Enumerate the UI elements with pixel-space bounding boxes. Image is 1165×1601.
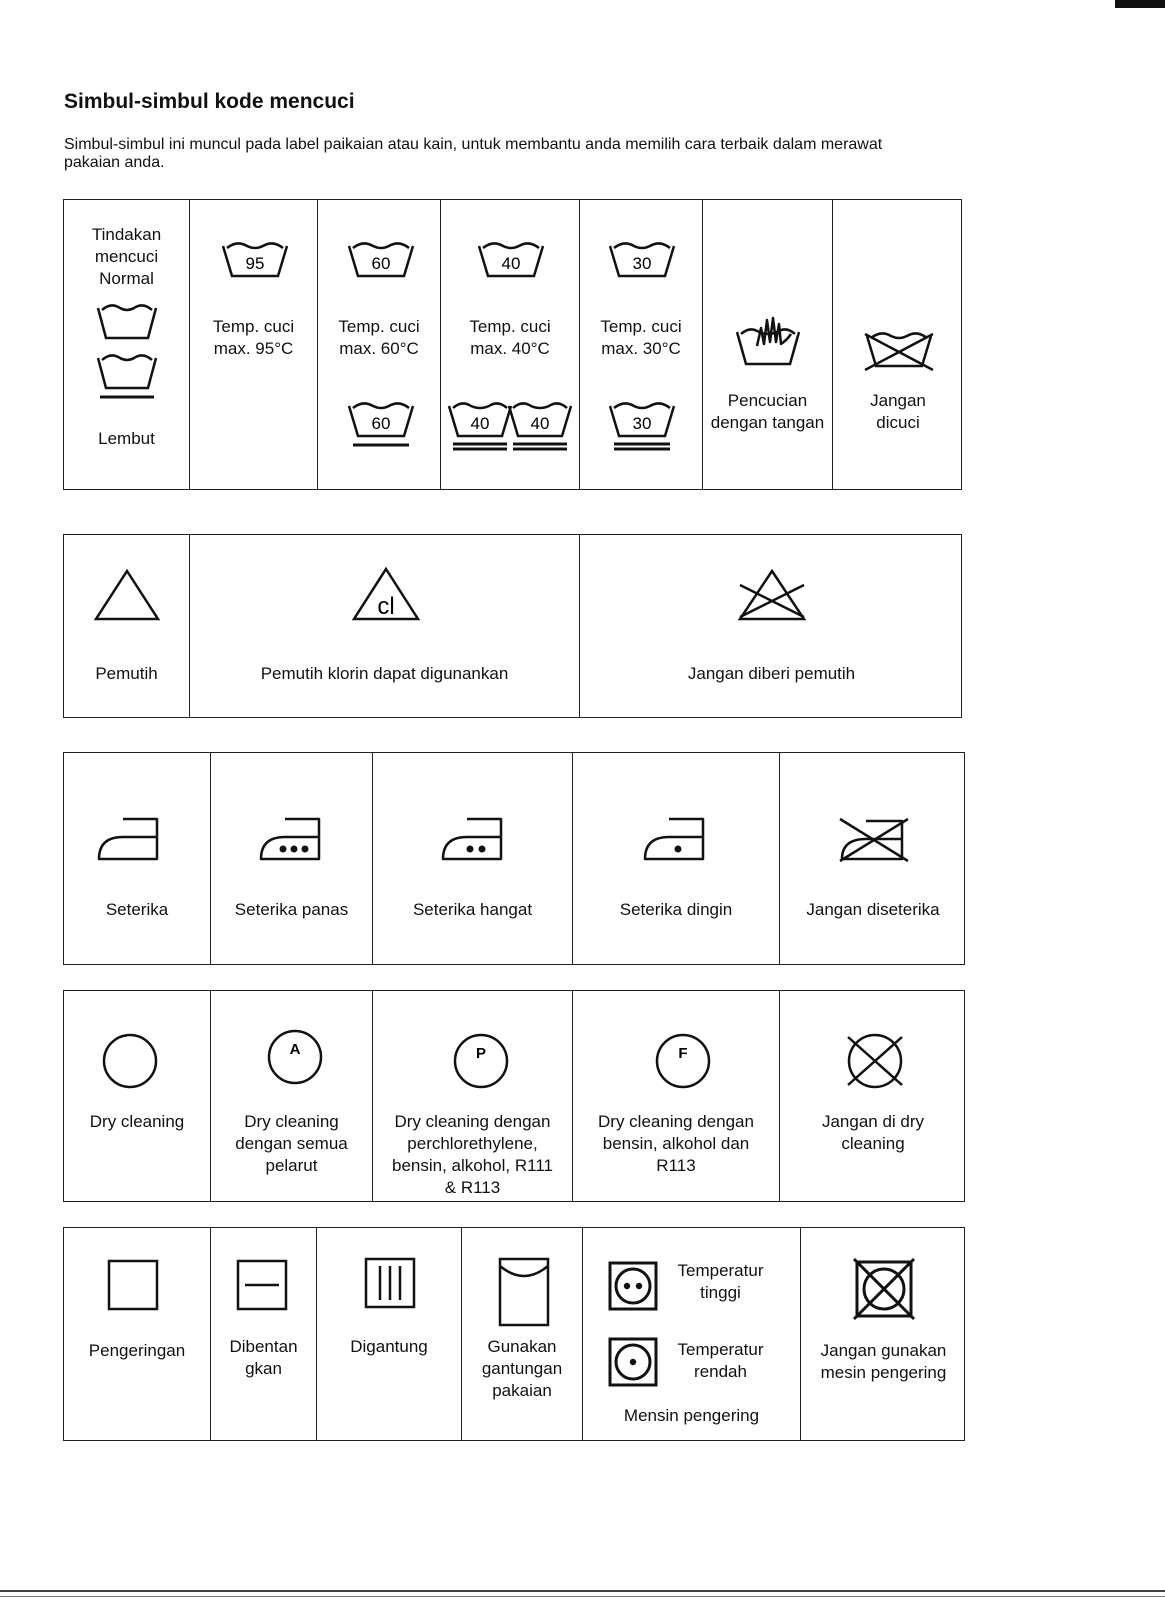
gentle-wash-30-temp: 30	[632, 414, 652, 433]
tumble-dry-cell	[582, 1228, 800, 1440]
no-tumble-dry-label: Jangan gunakan mesin pengering	[820, 1341, 947, 1382]
dry-clean-label: Dry cleaning	[89, 1112, 185, 1131]
dry-clean-p-label: Dry cleaning dengan perchlorethylene, bensin, alkohol, R111 & R113	[392, 1112, 553, 1197]
ironing-row	[63, 752, 965, 965]
gentle-wash-tub-icon	[92, 350, 162, 402]
no-bleach-cell	[579, 535, 963, 717]
wash-30-temp: 30	[632, 254, 652, 273]
gentle-wash-30-icon	[604, 398, 680, 456]
wash-40-temp: 40	[501, 254, 521, 273]
iron-warm-label: Seterika hangat	[412, 900, 533, 919]
wash-40-label: Temp. cuci max. 40°C	[469, 317, 551, 358]
dry-clean-a-label: Dry cleaning dengan semua pelarut	[235, 1112, 348, 1175]
no-wash-label: Jangan dicuci	[870, 391, 926, 432]
dry-clean-p-cell	[372, 991, 572, 1201]
no-iron-label: Jangan diseterika	[806, 900, 940, 919]
tumble-dry-high-icon	[607, 1260, 659, 1312]
wash-95-label: Temp. cuci max. 95°C	[212, 317, 295, 358]
gentle-wash-60-icon	[343, 398, 419, 450]
no-wash-cell	[832, 200, 963, 489]
gentle-wash-40-temp-2: 40	[530, 414, 550, 433]
hand-wash-icon	[731, 310, 805, 370]
wash-60-cell	[317, 200, 440, 489]
intro-text: Simbul-simbul ini muncul pada label paikaian atau kain, untuk membantu anda memilih cara terbaik dalam merawat pakaian anda.	[64, 136, 883, 171]
dry-cleaning-row	[63, 990, 965, 1202]
corner-mark	[1115, 0, 1165, 8]
drip-dry-icon	[363, 1256, 417, 1310]
normal-gentle-cell	[64, 200, 189, 489]
bleach-triangle-icon	[92, 567, 162, 623]
gentle-wash-label: Lembut	[98, 429, 155, 448]
tumble-dryer-label: Mensin pengering	[623, 1406, 760, 1425]
tumble-high-label: Temperatur tinggi	[677, 1261, 764, 1302]
normal-wash-label: Tindakan mencuci Normal	[91, 225, 162, 288]
wash-30-label: Temp. cuci max. 30°C	[600, 317, 682, 358]
dry-clean-f-letter: F	[678, 1045, 688, 1062]
dry-flat-cell	[210, 1228, 316, 1440]
dry-clean-p-letter: P	[475, 1045, 487, 1062]
no-tumble-dry-icon	[851, 1256, 917, 1322]
no-wash-icon	[861, 328, 937, 374]
no-dry-clean-cell	[779, 991, 966, 1201]
wash-tub-icon	[92, 300, 162, 342]
iron-cool-label: Seterika dingin	[619, 900, 733, 919]
wash-95-cell	[189, 200, 317, 489]
dry-clean-circle-icon	[100, 1031, 160, 1091]
drying-square-icon	[106, 1258, 160, 1312]
chlorine-bleach-cell	[189, 535, 579, 717]
drying-row	[63, 1227, 965, 1441]
dry-clean-p-icon	[451, 1031, 511, 1091]
page-title: Simbul-simbul kode mencuci	[64, 90, 355, 113]
wash-95-temp: 95	[245, 254, 265, 273]
iron-cool-cell	[572, 753, 779, 964]
hand-wash-label: Pencucian dengan tangan	[710, 391, 825, 432]
dry-clean-a-cell	[210, 991, 372, 1201]
wash-40-cell	[440, 200, 579, 489]
wash-30-cell	[579, 200, 702, 489]
iron-hot-icon	[257, 815, 327, 863]
no-tumble-dry-cell	[800, 1228, 966, 1440]
iron-warm-icon	[439, 815, 509, 863]
iron-cool-icon	[641, 815, 711, 863]
dry-clean-f-icon	[653, 1031, 713, 1091]
no-bleach-label: Jangan diberi pemutih	[687, 664, 856, 683]
iron-icon	[95, 815, 165, 863]
line-dry-label: Gunakan gantungan pakaian	[481, 1337, 563, 1400]
dry-clean-f-label: Dry cleaning dengan bensin, alkohol dan R113	[598, 1112, 754, 1175]
wash-30-icon	[604, 238, 680, 280]
tumble-dry-low-icon	[607, 1336, 659, 1388]
no-dry-clean-icon	[840, 1029, 910, 1093]
iron-warm-cell	[372, 753, 572, 964]
hand-wash-cell	[702, 200, 832, 489]
wash-40-icon	[473, 238, 549, 280]
chlorine-bleach-icon	[350, 565, 422, 623]
drip-dry-cell	[316, 1228, 461, 1440]
bleach-row	[63, 534, 962, 718]
chlorine-symbol: cl	[377, 593, 395, 620]
dry-clean-a-letter: A	[289, 1041, 301, 1058]
no-bleach-icon	[734, 567, 810, 623]
bleach-label: Pemutih	[95, 664, 158, 683]
dry-clean-cell	[64, 991, 210, 1201]
wash-60-temp: 60	[371, 254, 391, 273]
wash-60-icon	[343, 238, 419, 280]
drip-dry-label: Digantung	[350, 1337, 428, 1356]
no-iron-cell	[779, 753, 966, 964]
gentle-wash-40-double-icon	[445, 398, 575, 456]
wash-60-label: Temp. cuci max. 60°C	[338, 317, 420, 358]
no-iron-icon	[836, 815, 912, 865]
iron-hot-label: Seterika panas	[234, 900, 349, 919]
chlorine-bleach-label: Pemutih klorin dapat digunankan	[260, 664, 509, 683]
dry-clean-f-cell	[572, 991, 779, 1201]
dry-clean-a-icon	[265, 1027, 325, 1087]
dry-flat-icon	[235, 1258, 289, 1312]
bottom-rule-thin	[0, 1596, 1165, 1597]
bleach-cell	[64, 535, 189, 717]
wash-95-icon	[217, 238, 293, 280]
bottom-rule	[0, 1590, 1165, 1592]
drying-cell	[64, 1228, 210, 1440]
line-dry-cell	[461, 1228, 582, 1440]
gentle-wash-40-temp-1: 40	[470, 414, 490, 433]
iron-cell	[64, 753, 210, 964]
gentle-wash-60-temp: 60	[371, 414, 391, 433]
line-dry-icon	[497, 1256, 551, 1328]
iron-label: Seterika	[105, 900, 169, 919]
washing-row	[63, 199, 962, 490]
tumble-low-label: Temperatur rendah	[677, 1340, 764, 1381]
iron-hot-cell	[210, 753, 372, 964]
drying-label: Pengeringan	[88, 1341, 186, 1360]
no-dry-clean-label: Jangan di dry cleaning	[821, 1112, 925, 1153]
dry-flat-label: Dibentan gkan	[229, 1337, 298, 1378]
